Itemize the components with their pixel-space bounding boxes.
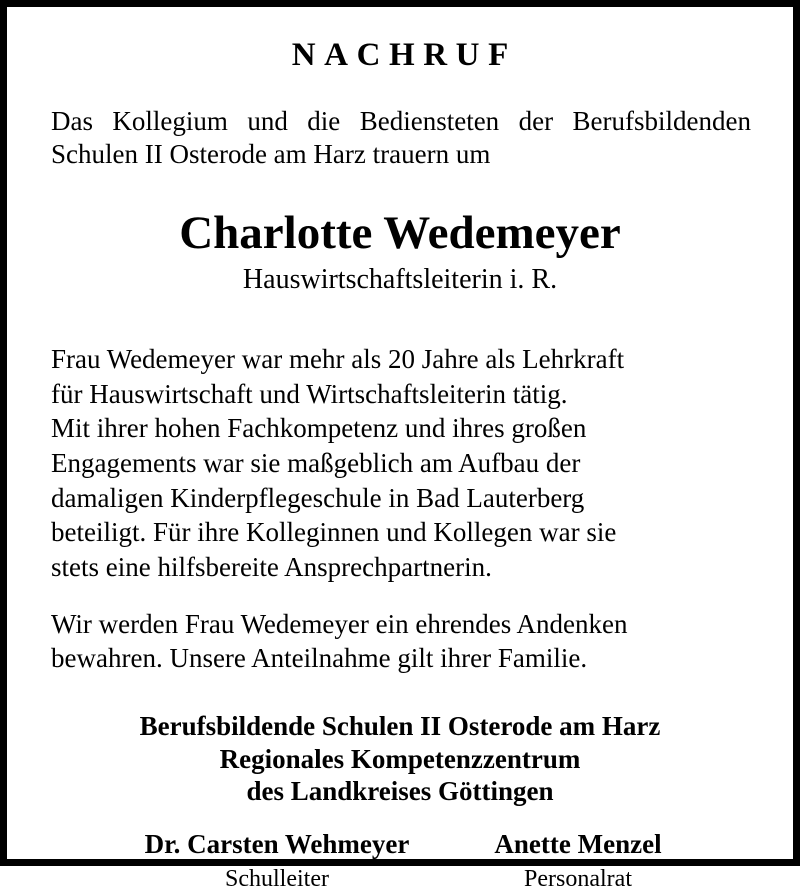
tribute-paragraph-one xyxy=(45,342,755,585)
organization-line: des Landkreises Göttingen xyxy=(246,775,554,806)
organization-block xyxy=(45,710,755,807)
signatory-role: Schulleiter xyxy=(225,866,329,893)
tribute-line: Wir werden Frau Wedemeyer ein ehrendes Andenken xyxy=(51,608,628,639)
organization-line: Regionales Kompetenzzentrum xyxy=(219,743,581,774)
tribute-line: bewahren. Unsere Anteilnahme gilt ihrer Familie. xyxy=(51,643,588,674)
organization-line: Berufsbildende Schulen II Osterode am Harz xyxy=(139,711,661,742)
obituary-content xyxy=(7,7,793,893)
tribute-line: Mit ihrer hohen Fachkompetenz und ihres großen xyxy=(51,413,587,444)
intro-line: Schulen II Osterode am Harz trauern um xyxy=(51,139,491,170)
deceased-name: Charlotte Wedemeyer xyxy=(179,207,621,260)
tribute-line: Frau Wedemeyer war mehr als 20 Jahre als Lehrkraft xyxy=(51,343,625,374)
signatory-name: Dr. Carsten Wehmeyer xyxy=(144,829,410,860)
tribute-line: Engagements war sie maßgeblich am Aufbau der xyxy=(51,448,581,479)
intro-paragraph xyxy=(45,105,755,171)
page-title: NACHRUF xyxy=(291,37,517,73)
signatory-name: Anette Menzel xyxy=(494,829,662,860)
intro-line: Das Kollegium und die Bediensteten der Berufsbildenden xyxy=(51,106,751,137)
tribute-line: für Hauswirtschaft und Wirtschaftsleiterin tätig. xyxy=(51,378,568,409)
signatory-entry xyxy=(107,829,447,894)
deceased-role: Hauswirtschaftsleiterin i. R. xyxy=(242,263,558,295)
signatory-block xyxy=(45,829,755,894)
tribute-line: damaligen Kinderpflegeschule in Bad Lauterberg xyxy=(51,482,585,513)
signatory-entry xyxy=(463,829,693,894)
signatory-role: Personalrat xyxy=(524,866,632,893)
tribute-paragraph-two xyxy=(45,607,755,676)
tribute-line: stets eine hilfsbereite Ansprechpartnerin. xyxy=(51,552,492,583)
tribute-line: beteiligt. Für ihre Kolleginnen und Kollegen war sie xyxy=(51,517,617,548)
